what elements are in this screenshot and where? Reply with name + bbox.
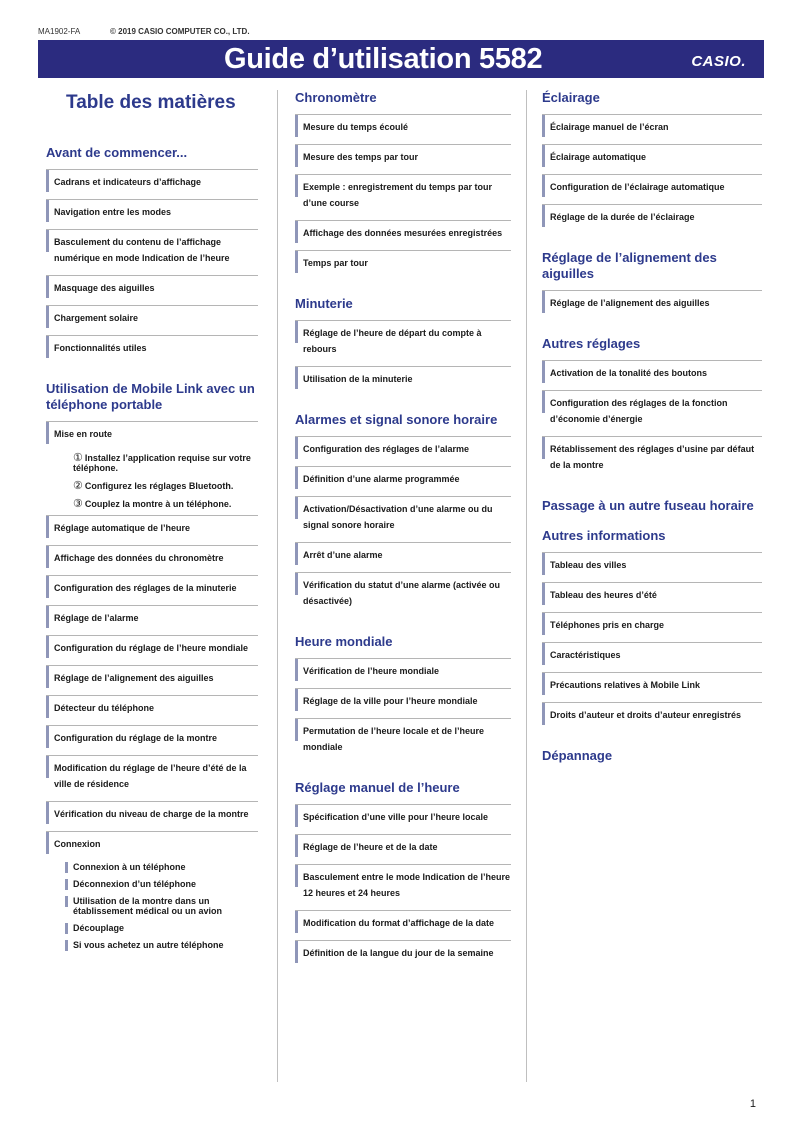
toc-item[interactable]: Réglage automatique de l’heure (46, 515, 258, 539)
toc-subitem[interactable] (46, 453, 258, 473)
toc-item[interactable]: Rétablissement des réglages d’usine par défaut de la montre (542, 436, 762, 476)
toc-item[interactable]: Caractéristiques (542, 642, 762, 666)
toc-item[interactable]: Téléphones pris en charge (542, 612, 762, 636)
section-heading[interactable]: Autres réglages (542, 336, 641, 351)
toc-item[interactable]: Définition d’une alarme programmée (295, 466, 511, 490)
toc-item[interactable]: Réglage de l’alarme (46, 605, 258, 629)
toc-item[interactable]: Droits d’auteur et droits d’auteur enregistrés (542, 702, 762, 726)
toc-item[interactable]: Définition de la langue du jour de la semaine (295, 940, 511, 964)
toc-item[interactable]: Cadrans et indicateurs d’affichage (46, 169, 258, 193)
toc-item[interactable]: Réglage de la ville pour l’heure mondiale (295, 688, 511, 712)
toc-item[interactable]: Basculement du contenu de l’affichage numérique en mode Indication de l’heure (46, 229, 258, 269)
toc-subitem[interactable]: Connexion à un téléphone (46, 862, 258, 872)
toc-item[interactable]: Utilisation de la minuterie (295, 366, 511, 390)
page-title: Guide d’utilisation 5582 (224, 43, 543, 75)
toc-item[interactable]: Configuration du réglage de l’heure mondiale (46, 635, 258, 659)
toc-item[interactable]: Réglage de la durée de l’éclairage (542, 204, 762, 228)
toc-item[interactable]: Configuration des réglages de l’alarme (295, 436, 511, 460)
section-heading[interactable]: Chronomètre (295, 90, 377, 105)
toc-item[interactable]: Arrêt d’une alarme (295, 542, 511, 566)
toc-subitem[interactable]: Utilisation de la montre dans un établissement médical ou un avion (46, 896, 258, 916)
toc-item[interactable]: Modification du format d’affichage de la date (295, 910, 511, 934)
toc-subitem[interactable]: Découplage (46, 923, 258, 933)
toc-item[interactable]: Basculement entre le mode Indication de l’heure 12 heures et 24 heures (295, 864, 511, 904)
title-banner (38, 40, 764, 78)
toc-item[interactable]: Configuration de l’éclairage automatique (542, 174, 762, 198)
toc-item[interactable]: Vérification de l’heure mondiale (295, 658, 511, 682)
toc-item[interactable]: Vérification du niveau de charge de la montre (46, 801, 258, 825)
toc-item[interactable]: Configuration du réglage de la montre (46, 725, 258, 749)
toc-item[interactable]: Affichage des données mesurées enregistrées (295, 220, 511, 244)
step-number: ③ (73, 498, 83, 510)
page-number: 1 (749, 1098, 756, 1110)
column-divider (277, 90, 278, 1082)
section-heading[interactable]: Dépannage (542, 748, 613, 763)
toc-item[interactable]: Affichage des données du chronomètre (46, 545, 258, 569)
toc-item[interactable]: Fonctionnalités utiles (46, 335, 258, 359)
toc-item[interactable]: Permutation de l’heure locale et de l’heure mondiale (295, 718, 511, 758)
toc-item[interactable]: Configuration des réglages de la fonction d’économie d’énergie (542, 390, 762, 430)
toc-item[interactable]: Éclairage manuel de l’écran (542, 114, 762, 138)
toc-item[interactable]: Spécification d’une ville pour l’heure locale (295, 804, 511, 828)
toc-subitem-label: Configurez les réglages Bluetooth. (84, 481, 234, 491)
toc-subitem[interactable] (46, 499, 258, 509)
toc-column-3 (542, 90, 762, 764)
toc-item[interactable]: Réglage de l’alignement des aiguilles (542, 290, 762, 314)
toc-item[interactable]: Précautions relatives à Mobile Link (542, 672, 762, 696)
section-heading[interactable]: Utilisation de Mobile Link avec un téléphone portable (46, 381, 255, 412)
section-heading[interactable]: Passage à un autre fuseau horaire (542, 498, 754, 513)
toc-item[interactable]: Tableau des villes (542, 552, 762, 576)
section-heading[interactable]: Réglage de l’alignement des aiguilles (542, 250, 717, 281)
casio-logo: CASIO. (691, 53, 746, 70)
step-number: ① (73, 452, 83, 464)
section-heading[interactable]: Heure mondiale (295, 634, 393, 649)
toc-item[interactable]: Connexion (46, 831, 258, 855)
section-heading[interactable]: Réglage manuel de l’heure (295, 780, 460, 795)
toc-subitem[interactable] (46, 481, 258, 491)
column-divider (526, 90, 527, 1082)
section-heading[interactable]: Minuterie (295, 296, 353, 311)
section-heading[interactable]: Autres informations (542, 528, 666, 543)
toc-item[interactable]: Activation/Désactivation d’une alarme ou du signal sonore horaire (295, 496, 511, 536)
toc-item[interactable]: Mesure du temps écoulé (295, 114, 511, 138)
toc-item[interactable]: Réglage de l’heure de départ du compte à rebours (295, 320, 511, 360)
toc-item[interactable]: Tableau des heures d’été (542, 582, 762, 606)
toc-item[interactable]: Mesure des temps par tour (295, 144, 511, 168)
toc-column-2 (295, 90, 511, 964)
toc-item[interactable]: Modification du réglage de l’heure d’été de la ville de résidence (46, 755, 258, 795)
toc-item[interactable]: Éclairage automatique (542, 144, 762, 168)
toc-heading: Table des matières (66, 92, 236, 113)
toc-item[interactable]: Temps par tour (295, 250, 511, 274)
toc-item[interactable]: Détecteur du téléphone (46, 695, 258, 719)
copyright-notice: © 2019 CASIO COMPUTER CO., LTD. (110, 27, 250, 36)
section-heading[interactable]: Éclairage (542, 90, 600, 105)
toc-item[interactable]: Réglage de l’heure et de la date (295, 834, 511, 858)
toc-item[interactable]: Navigation entre les modes (46, 199, 258, 223)
toc-item[interactable]: Réglage de l’alignement des aiguilles (46, 665, 258, 689)
section-heading[interactable]: Alarmes et signal sonore horaire (295, 412, 498, 427)
section-heading[interactable]: Avant de commencer... (46, 145, 188, 160)
step-number: ② (73, 480, 83, 492)
toc-item[interactable]: Masquage des aiguilles (46, 275, 258, 299)
toc-subitem[interactable]: Déconnexion d’un téléphone (46, 879, 258, 889)
toc-item[interactable]: Mise en route (46, 421, 258, 445)
document-code: MA1902-FA (38, 27, 81, 36)
toc-item[interactable]: Configuration des réglages de la minuterie (46, 575, 258, 599)
toc-column-1 (46, 90, 258, 950)
toc-subitem-label: Couplez la montre à un téléphone. (84, 499, 232, 509)
toc-item[interactable]: Chargement solaire (46, 305, 258, 329)
toc-item[interactable]: Exemple : enregistrement du temps par tour d’une course (295, 174, 511, 214)
toc-subitem[interactable]: Si vous achetez un autre téléphone (46, 940, 258, 950)
toc-item[interactable]: Activation de la tonalité des boutons (542, 360, 762, 384)
toc-subitem-label: Installez l’application requise sur votre téléphone. (73, 453, 251, 473)
toc-item[interactable]: Vérification du statut d’une alarme (activée ou désactivée) (295, 572, 511, 612)
